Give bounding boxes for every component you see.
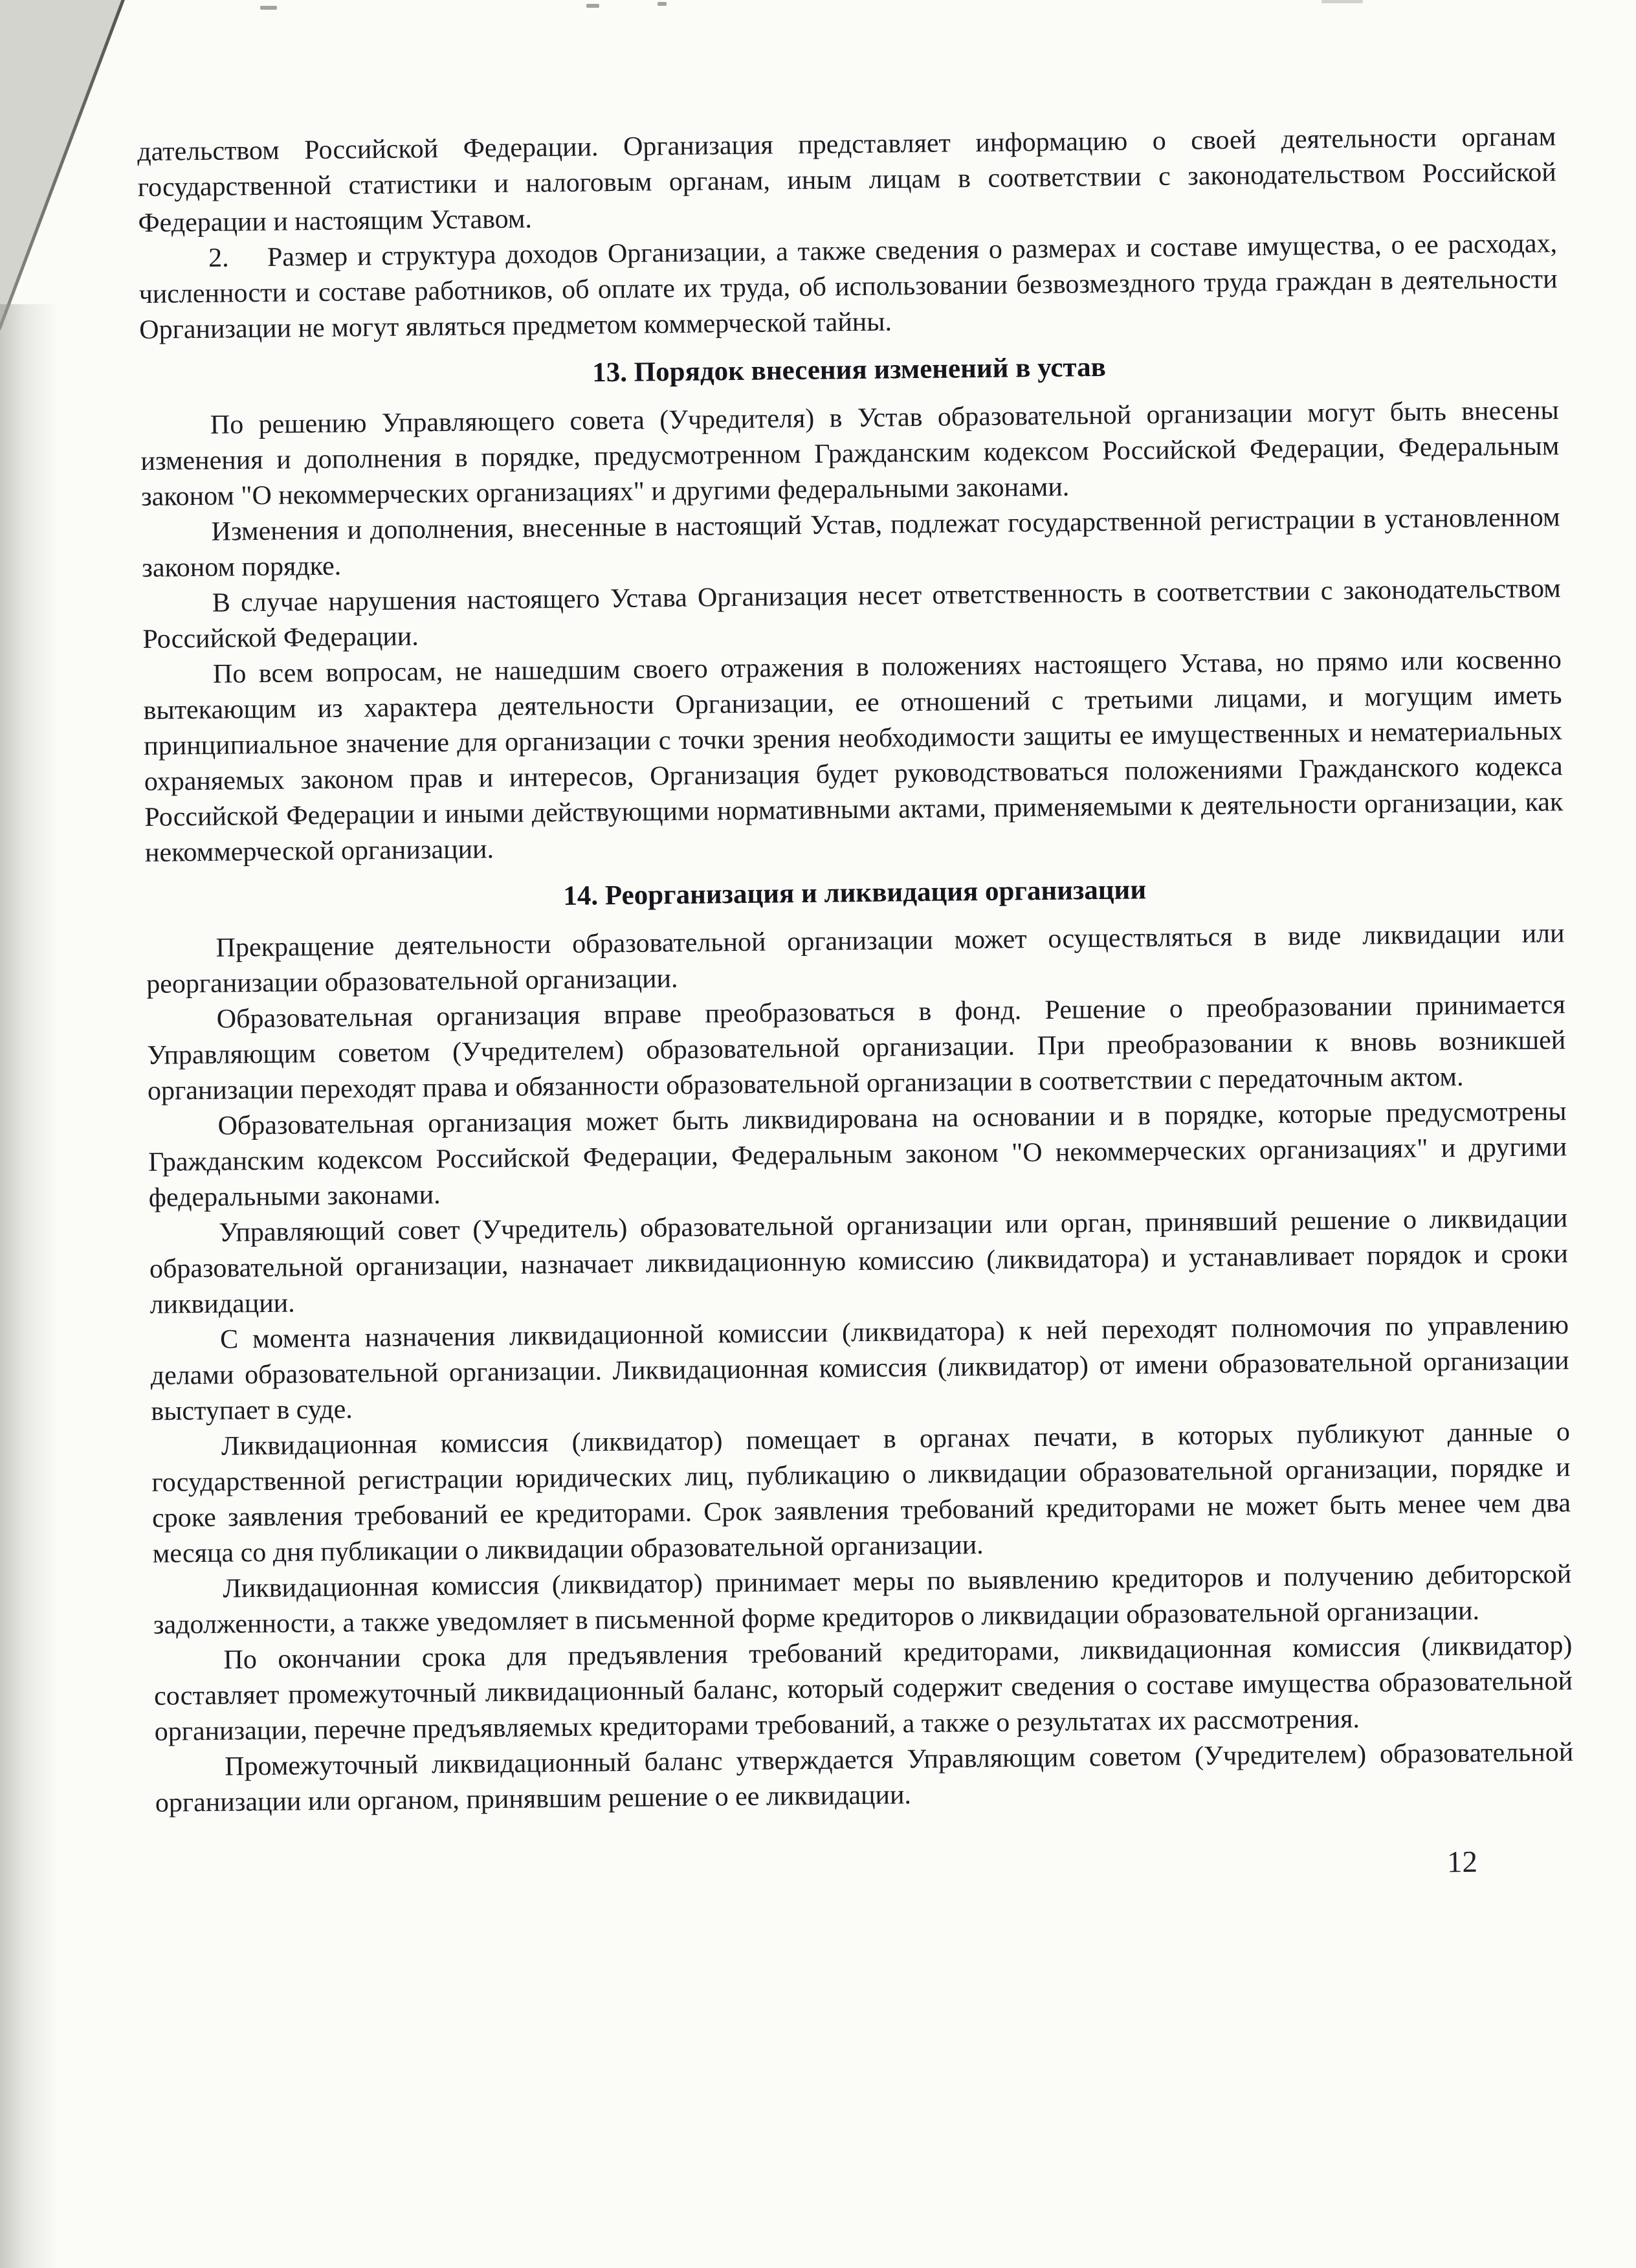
section-14-paragraph: Управляющий совет (Учредитель) образовательной организации или орган, принявший решение о ликвидации образовательной организации, назначает ликвидационную комиссию (ликвидатора) и устанавливает порядок и сроки ликвидации. [149, 1203, 1569, 1320]
section-13-paragraph: В случае нарушения настоящего Устава Организация несет ответственность в соответствии с законодательством Российской Федерации. [142, 573, 1561, 654]
section-13-heading: 13. Порядок внесения изменений в устав [591, 351, 1107, 388]
scan-speck [586, 4, 599, 8]
section-14-paragraph: Промежуточный ликвидационный баланс утверждается Управляющим советом (Учредителем) образовательной организации или органом, принявшим решение о ее ликвидации. [155, 1737, 1574, 1818]
section-14-paragraph: По окончании срока для предъявления требований кредиторами, ликвидационная комиссия (ликвидатор) составляет промежуточный ликвидационный баланс, который содержит сведения о составе имущества образовательной организации, перечне предъявляемых кредиторами требований, а также о результатах их рассмотрения. [153, 1630, 1573, 1747]
section-14-paragraph: Образовательная организация вправе преобразоваться в фонд. Решение о преобразовании принимается Управляющим советом (Учредителем) образовательной организации. При преобразовании к вновь возникшей организации переходят права и обязанности образовательной организации в соответствии с передаточным актом. [147, 990, 1566, 1106]
section-13-paragraph: Изменения и дополнения, внесенные в настоящий Устав, подлежат государственной регистрации в установленном законом порядке. [142, 502, 1560, 583]
page-number: 12 [1446, 1845, 1478, 1880]
left-edge-shadow [0, 304, 58, 2268]
scan-speck [658, 2, 667, 6]
section-13-paragraph: По всем вопросам, не нашедшим своего отражения в положениях настоящего Устава, но прямо или косвенно вытекающим из характера деятельности Организации, ее отношений с третьими лицами, и могущим иметь принципиальное значение для организации с точки зрения необходимости защиты ее имущественных и нематериальных охраняемых законом прав и интересов, Организация будет руководствоваться положениями Гражданского кодекса Российской Федерации и иными действующими нормативными актами, применяемыми к деятельности организации, как некоммерческой организации. [143, 645, 1564, 868]
section-14-heading: 14. Реорганизация и ликвидация организации [563, 874, 1147, 911]
continuation-paragraph: дательством Российской Федерации. Организация представляет информацию о своей деятельности органам государственной статистики и налоговым органам, иным лицам в соответствии с законодательством Российской Федерации и настоящим Уставом. [137, 122, 1557, 238]
section-14-paragraph: Ликвидационная комиссия (ликвидатор) принимает меры по выявлению кредиторов и получению дебиторской задолженности, а также уведомляет в письменной форме кредиторов о ликвидации образовательной организации. [153, 1559, 1572, 1640]
scan-speck [260, 6, 277, 10]
section-14-paragraph: Ликвидационная комиссия (ликвидатор) помещает в органах печати, в которых публикуют данные о государственной регистрации юридических лиц, публикацию о ликвидации образовательной организации, порядке и сроке заявления требований ее кредиторами. Срок заявления требований кредиторами не может быть менее чем два месяца со дня публикации о ликвидации образовательной организации. [151, 1417, 1571, 1569]
document-content [137, 119, 1575, 1895]
section-14-paragraph: С момента назначения ликвидационной комиссии (ликвидатора) к ней переходят полномочия по управлению делами образовательной организации. Ликвидационная комиссия (ликвидатор) от имени образовательной организации выступает в суде. [150, 1310, 1569, 1427]
scan-speck [1321, 0, 1363, 3]
section-13-paragraph: По решению Управляющего совета (Учредителя) в Устав образовательной организации могут быть внесены изменения и дополнения в порядке, предусмотренном Гражданским кодексом Российской Федерации, Федеральным законом "О некоммерческих организациях" и другими федеральными законами. [140, 395, 1560, 512]
numbered-paragraph-2: 2. Размер и структура доходов Организации, а также сведения о размерах и составе имущества, о ее расходах, численности и составе работников, об оплате их труда, об использовании безвозмездного труда граждан в деятельности Организации не могут являться предметом коммерческой тайны. [138, 228, 1558, 345]
section-14-paragraph: Прекращение деятельности образовательной организации может осуществляться в виде ликвидации или реорганизации образовательной организации. [146, 918, 1565, 999]
section-14-paragraph: Образовательная организация может быть ликвидирована на основании и в порядке, которые предусмотрены Гражданским кодексом Российской Федерации, Федеральным законом "О некоммерческих организациях" и другими федеральными законами. [148, 1096, 1567, 1213]
